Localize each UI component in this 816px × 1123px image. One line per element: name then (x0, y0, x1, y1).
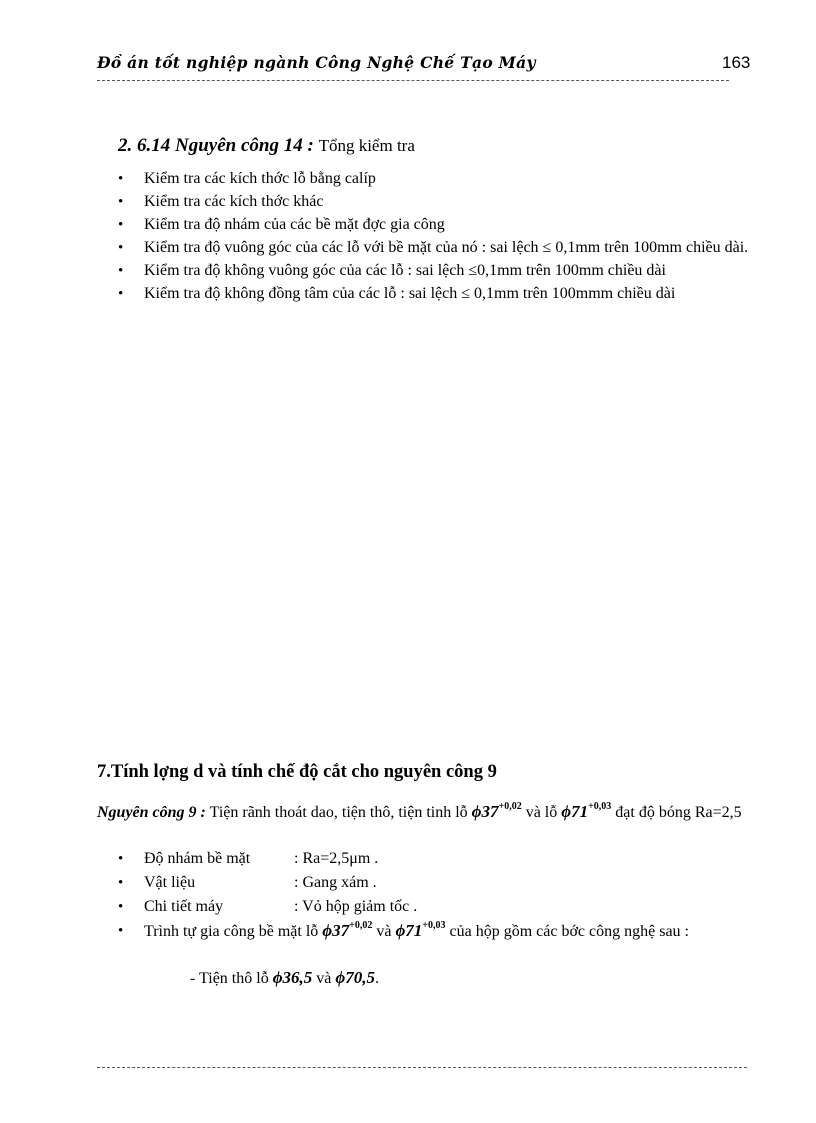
list-item-text: Kiểm tra độ vuông góc của các lỗ với bề mặt của nó : sai lệch ≤ 0,1mm trên 100mm chiều dài. (144, 239, 749, 256)
list-item (118, 922, 768, 943)
detail-value: : Vỏ hộp giảm tốc . (294, 898, 418, 915)
footer-divider (97, 1067, 747, 1068)
bullet-icon: • (118, 923, 124, 939)
section-title: Tổng kiểm tra (318, 136, 415, 155)
list-item-text: Kiểm tra các kích thớc khác (144, 193, 324, 210)
detail-value: : Gang xám . (294, 874, 377, 891)
intro-text: Tiện rãnh thoát dao, tiện thô, tiện tinh lỗ (205, 804, 472, 821)
tolerance-37: +0,02 (349, 920, 373, 931)
operation-9-intro (97, 802, 757, 824)
list-item (118, 285, 768, 303)
operation-9-details (118, 850, 768, 949)
bullet-icon: • (118, 171, 124, 187)
sequence-text: của hộp gồm các bớc công nghệ sau : (445, 923, 689, 940)
rough-turning-step (190, 968, 379, 988)
bullet-icon: • (118, 875, 124, 891)
list-item-text: Kiểm tra độ không vuông góc của các lỗ : sai lệch ≤0,1mm trên 100mm chiều dài (144, 262, 666, 279)
list-item (118, 239, 768, 257)
bullet-icon: • (118, 851, 124, 867)
tolerance-71: +0,03 (588, 801, 612, 812)
detail-label: Vật liệu (144, 874, 196, 891)
hole-diameter-71: ϕ71 (561, 802, 589, 821)
page-number: 163 (722, 53, 751, 72)
hole-diameter-71: ϕ71 (395, 921, 423, 940)
header-divider (97, 80, 729, 81)
list-item (118, 170, 768, 188)
list-item (118, 898, 768, 916)
list-item-text: Kiểm tra độ nhám của các bề mặt đợc gia công (144, 216, 445, 233)
sequence-text: Trình tự gia công bề mặt lỗ (144, 923, 323, 940)
step-text: - Tiện thô lỗ (190, 970, 273, 987)
section-heading-7: 7.Tính lợng d và tính chế độ cắt cho nguyên công 9 (97, 762, 497, 782)
hole-diameter-37: ϕ37 (471, 802, 499, 821)
sequence-text: và (372, 923, 396, 940)
detail-label: Chi tiết máy (144, 898, 224, 915)
list-item (118, 193, 768, 211)
page-header-title: Đồ án tốt nghiệp ngành Công Nghệ Chế Tạo Máy (97, 53, 536, 72)
list-item-text: Kiểm tra các kích thớc lỗ bằng calíp (144, 170, 376, 187)
bullet-icon: • (118, 286, 124, 302)
operation-9-label: Nguyên công 9 : (97, 804, 206, 821)
detail-label: Độ nhám bề mặt (144, 850, 251, 867)
section-number-title: 2. 6.14 Nguyên công 14 : (118, 135, 314, 156)
list-item (118, 850, 768, 868)
rough-diameter-70-5: ϕ70,5 (335, 968, 375, 987)
list-item (118, 262, 768, 280)
list-item (118, 216, 768, 234)
rough-diameter-36-5: ϕ36,5 (272, 968, 313, 987)
list-item-text: Kiểm tra độ không đồng tâm của các lỗ : sai lệch ≤ 0,1mm trên 100mmm chiều dài (144, 285, 676, 302)
bullet-icon: • (118, 263, 124, 279)
tolerance-37: +0,02 (498, 801, 522, 812)
bullet-icon: • (118, 899, 124, 915)
inspection-list (118, 170, 768, 308)
bullet-icon: • (118, 217, 124, 233)
step-text: . (374, 970, 379, 987)
bullet-icon: • (118, 194, 124, 210)
list-item (118, 874, 768, 892)
detail-value: : Ra=2,5μm . (294, 850, 379, 867)
bullet-icon: • (118, 240, 124, 256)
tolerance-71: +0,03 (422, 920, 446, 931)
section-heading-2-6-14 (118, 135, 415, 157)
step-text: và (312, 970, 336, 987)
intro-text: và lỗ (521, 804, 562, 821)
intro-text: đạt độ bóng Ra=2,5 (611, 804, 742, 821)
hole-diameter-37: ϕ37 (322, 921, 350, 940)
